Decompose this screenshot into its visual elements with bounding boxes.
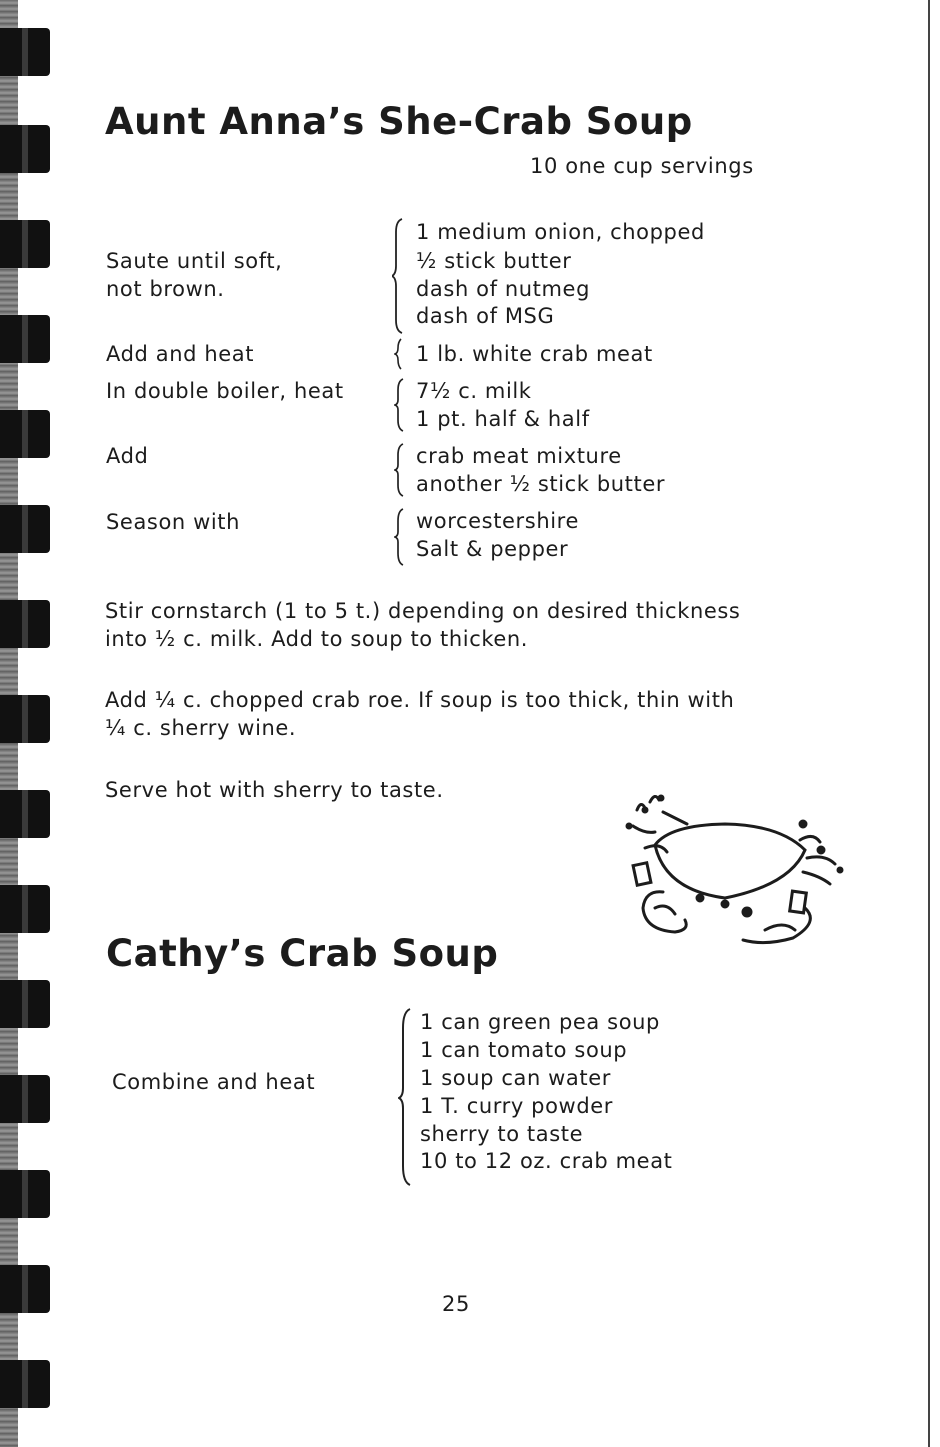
binding-hole (0, 125, 50, 173)
recipe-1-step-4-instruction: Add (106, 444, 149, 468)
ingredient: another ½ stick butter (416, 472, 666, 496)
page-edge (928, 0, 930, 1447)
binding-hole (0, 885, 50, 933)
binding-hole (0, 980, 50, 1028)
recipe-1-paragraph: Stir cornstarch (1 to 5 t.) depending on desired thickness into ½ c. milk. Add to soup to thicken. (105, 599, 741, 651)
binding-hole (0, 315, 50, 363)
ingredient: 1 can tomato soup (420, 1038, 628, 1062)
brace (394, 508, 406, 566)
binding-hole (0, 1265, 50, 1313)
ingredient: Salt & pepper (416, 537, 569, 561)
ingredient: 1 lb. white crab meat (416, 342, 653, 366)
binding-hole (0, 220, 50, 268)
ingredient: 1 T. curry powder (420, 1094, 614, 1118)
ingredient: 1 medium onion, chopped (416, 220, 705, 244)
ingredient: 1 soup can water (420, 1066, 611, 1090)
ingredient: ½ stick butter (416, 249, 572, 273)
binding-hole (0, 600, 50, 648)
binding-hole (0, 790, 50, 838)
binding-hole (0, 505, 50, 553)
recipe-1-paragraph: Add ¼ c. chopped crab roe. If soup is too thick, thin with ¼ c. sherry wine. (105, 688, 735, 740)
page-number: 25 (442, 1292, 470, 1316)
binding-hole (0, 1075, 50, 1123)
ingredient: 7½ c. milk (416, 379, 532, 403)
binding-hole (0, 695, 50, 743)
binding-hole (0, 410, 50, 458)
brace (394, 338, 404, 370)
ingredient: worcestershire (416, 509, 579, 533)
recipe-1-step-2-instruction: Add and heat (106, 342, 255, 366)
recipe-1-step-5-instruction: Season with (106, 510, 241, 534)
ingredient: 1 can green pea soup (420, 1010, 660, 1034)
ingredient: sherry to taste (420, 1122, 584, 1146)
binding-hole (0, 1170, 50, 1218)
ingredient: crab meat mixture (416, 444, 622, 468)
ingredient: dash of MSG (416, 304, 555, 328)
brace (398, 1008, 414, 1186)
brace (394, 443, 406, 497)
ingredient: 10 to 12 oz. crab meat (420, 1149, 673, 1173)
binding-hole (0, 28, 50, 76)
ingredient: 1 pt. half & half (416, 407, 590, 431)
brace (392, 218, 406, 334)
recipe-1-servings: 10 one cup servings (530, 154, 754, 178)
ingredient: dash of nutmeg (416, 277, 591, 301)
crab-illustration (615, 780, 855, 955)
recipe-1-step-1-instruction: Saute until soft, not brown. (106, 249, 283, 301)
recipe-1-paragraph: Serve hot with sherry to taste. (105, 778, 444, 802)
recipe-2-title: Cathy’s Crab Soup (106, 932, 499, 975)
recipe-1-title: Aunt Anna’s She-Crab Soup (105, 100, 693, 143)
brace (394, 378, 406, 432)
binding-hole (0, 1360, 50, 1408)
recipe-1-step-3-instruction: In double boiler, heat (106, 379, 344, 403)
spiral-binding (0, 0, 56, 1447)
recipe-2-step-1-instruction: Combine and heat (112, 1070, 316, 1094)
